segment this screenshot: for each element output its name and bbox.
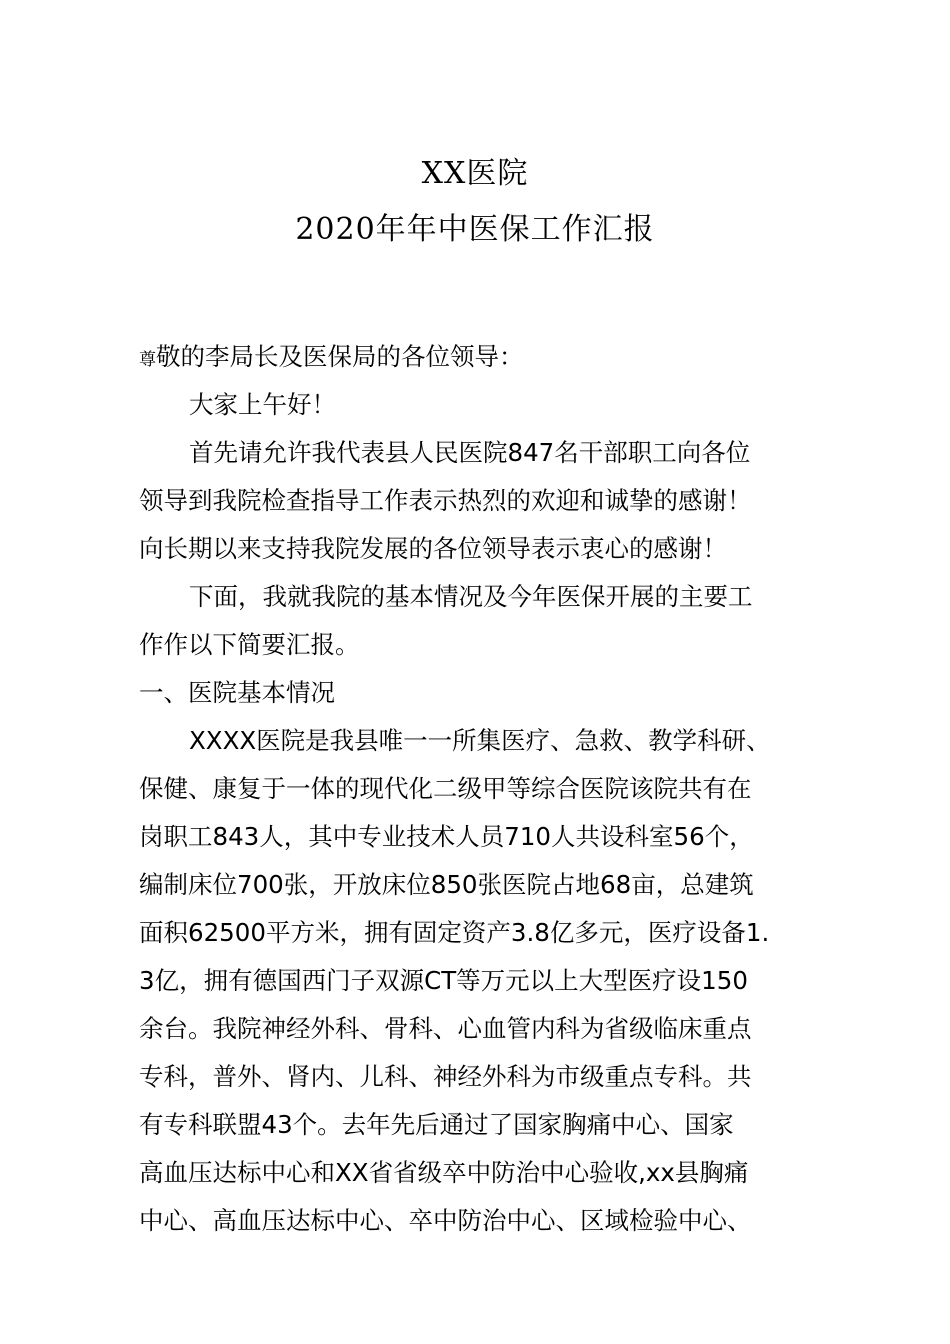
paragraph-line: 专科，普外、肾内、儿科、神经外科为市级重点专科。共 — [139, 1062, 752, 1091]
paragraph-line: XXXX医院是我县唯一一所集医疗、急救、教学科研、 — [189, 726, 771, 755]
salutation-prefix: 尊 — [139, 350, 156, 370]
paragraph-line: 岗职工843人，其中专业技术人员710人共设科室56个， — [139, 822, 754, 851]
paragraph-line: 面积62500平方米，拥有固定资产3.8亿多元，医疗设备1. — [139, 918, 770, 947]
paragraph-line: 编制床位700张，开放床位850张医院占地68亩，总建筑 — [139, 870, 754, 899]
paragraph-line: 一、医院基本情况 — [139, 678, 335, 707]
paragraph-line: 领导到我院检查指导工作表示热烈的欢迎和诚挚的感谢！ — [139, 486, 752, 515]
paragraph-line: 首先请允许我代表县人民医院847名干部职工向各位 — [189, 438, 751, 467]
paragraph-line: 高血压达标中心和XX省省级卒中防治中心验收,xx县胸痛 — [139, 1158, 749, 1187]
salutation-text: 敬的李局长及医保局的各位领导： — [156, 342, 524, 371]
salutation — [139, 333, 859, 381]
paragraph-line: 下面，我就我院的基本情况及今年医保开展的主要工 — [189, 582, 753, 611]
paragraph-line: 大家上午好！ — [189, 390, 336, 419]
document-body — [139, 333, 859, 1245]
document-title-line-1: XX医院 — [421, 156, 529, 191]
document-title-line-2: 2020年年中医保工作汇报 — [295, 212, 655, 247]
paragraph-line: 余台。我院神经外科、骨科、心血管内科为省级临床重点 — [139, 1014, 752, 1043]
paragraph-line: 保健、康复于一体的现代化二级甲等综合医院该院共有在 — [139, 774, 752, 803]
paragraph-line: 中心、高血压达标中心、卒中防治中心、区域检验中心、 — [139, 1206, 752, 1235]
paragraph-line: 作作以下简要汇报。 — [139, 630, 360, 659]
paragraph-line: 有专科联盟43个。去年先后通过了国家胸痛中心、国家 — [139, 1110, 734, 1139]
paragraph-line: 3亿，拥有德国西门子双源CT等万元以上大型医疗设150 — [139, 966, 748, 995]
paragraph-line: 向长期以来支持我院发展的各位领导表示衷心的感谢！ — [139, 534, 727, 563]
